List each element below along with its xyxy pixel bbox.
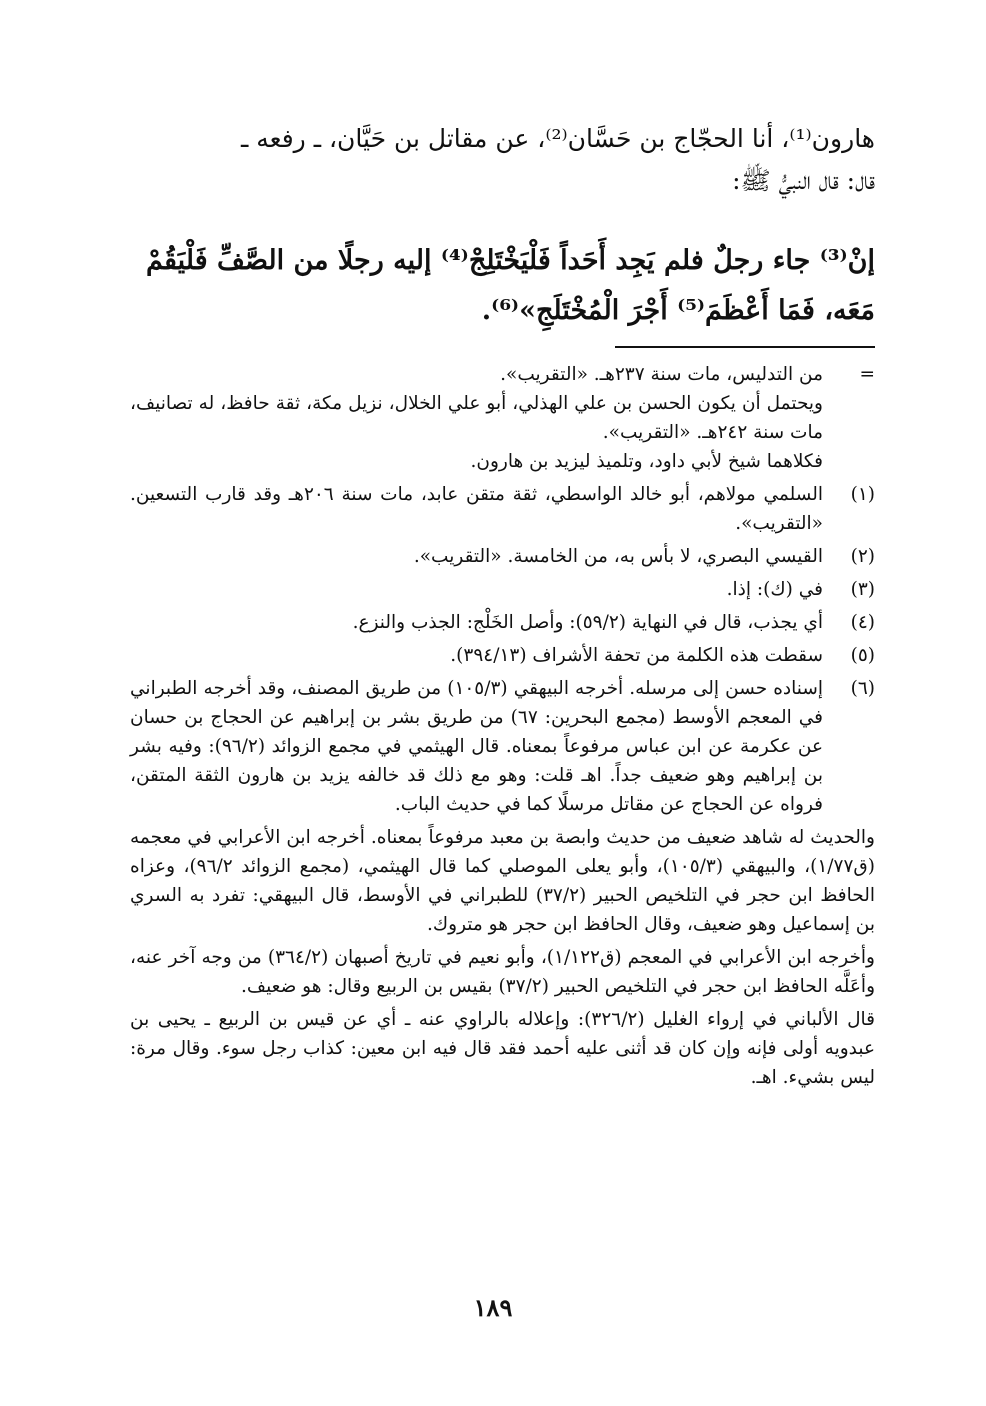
continuation-para-3: فكلاهما شيخ لأبي داود، وتلميذ ليزيد بن هارون. bbox=[470, 451, 823, 472]
footnote-separator bbox=[615, 346, 875, 348]
footnote-2 bbox=[130, 542, 875, 571]
continuation-para-2: ويحتمل أن يكون الحسن بن علي الهذلي، أبو علي الخلال، نزيل مكة، ثقة حافظ، له تصانيف، مات سنة ٢٤٢هـ. «التقريب». bbox=[130, 393, 823, 443]
hadith-line-2: مَعَه، فَمَا أَعْظَمَ⁽⁵⁾ أَجْرَ الْمُخْتَلَجِ»⁽⁶⁾. bbox=[481, 295, 875, 326]
footnote-continuation bbox=[130, 360, 875, 476]
footnote-number: (٣) bbox=[850, 579, 875, 600]
footnote-paragraph-witness: والحديث له شاهد ضعيف من حديث وابصة بن معبد مرفوعاً بمعناه. أخرجه ابن الأعرابي في معجمه (ق١/٧٧)، والبيهقي (١٠٥/٣)، وأبو يعلى الموصلي كما قال الهيثمي، (مجمع الزوائد ٩٦/٢)، وعزاه الحافظ ابن حجر في التلخيص الحبير (٣٧/٢) للطبراني في الأوسط، قال البيهقي: تفرد به السري بن إسماعيل وهو ضعيف، وقال الحافظ ابن حجر هو متروك. bbox=[130, 827, 875, 935]
page-number: ١٨٩ bbox=[473, 1293, 513, 1322]
footnote-5 bbox=[130, 641, 875, 670]
isnad-line-1: هارون⁽¹⁾، أنا الحجّاج بن حَسَّان⁽²⁾، عن مقاتل بن حَيَّان، ـ رفعه ـ bbox=[241, 124, 875, 153]
footnote-6 bbox=[130, 674, 875, 819]
hadith-text bbox=[130, 236, 875, 336]
footnote-text: السلمي مولاهم، أبو خالد الواسطي، ثقة متقن عابد، مات سنة ٢٠٦هـ وقد قارب التسعين. «التقريب». bbox=[130, 484, 823, 534]
footnote-text: القيسي البصري، لا بأس به، من الخامسة. «التقريب». bbox=[413, 546, 823, 567]
hadith-line-1: إنْ⁽³⁾ جاء رجلٌ فلم يَجِد أَحَداً فَلْيَخْتَلِجْ⁽⁴⁾ إليه رجلًا من الصَّفِّ فَلْيَقُمْ bbox=[145, 245, 875, 276]
footnote-number: (٥) bbox=[850, 645, 875, 666]
continuation-marker: = bbox=[859, 364, 875, 385]
isnad-text bbox=[130, 118, 875, 202]
footnote-text: في (ك): إذا. bbox=[726, 579, 823, 600]
footnote-number: (٤) bbox=[850, 612, 875, 633]
footnotes bbox=[130, 360, 875, 1096]
footnote-paragraph-albani: قال الألباني في إرواء الغليل (٣٢٦/٢): وإعلاله بالراوي عنه ـ أي عن قيس بن الربيع ـ يحيى بن عبدويه أولى فإنه وإن كان قد أثنى عليه أحمد فقد قال فيه ابن معين: كذاب رجل سوء. وقال مرة: ليس بشيء. اهـ. bbox=[130, 1009, 875, 1088]
footnote-text: إسناده حسن إلى مرسله. أخرجه البيهقي (١٠٥/٣) من طريق المصنف، وقد أخرجه الطبراني في المعجم الأوسط (مجمع البحرين: ٦٧) من طريق بشر بن إبراهيم عن الحجاج بن حسان عن عكرمة عن ابن عباس مرفوعاً بمعناه. قال الهيثمي في مجمع الزوائد (٩٦/٢): وفيه بشر بن إبراهيم وهو ضعيف جداً. اهـ قلت: وهو مع ذلك قد خالفه يزيد بن هارون الثقة المتقن، فرواه عن الحجاج عن مقاتل مرسلًا كما في حديث الباب. bbox=[130, 678, 823, 815]
footnote-4 bbox=[130, 608, 875, 637]
footnote-number: (٢) bbox=[850, 546, 875, 567]
continuation-text: من التدليس، مات سنة ٢٣٧هـ. «التقريب». bbox=[500, 364, 823, 385]
footnote-text: أي يجذب، قال في النهاية (٥٩/٢): وأصل الخَلْج: الجذب والنزع. bbox=[352, 612, 823, 633]
footnote-text: سقطت هذه الكلمة من تحفة الأشراف (٣٩٤/١٣). bbox=[450, 645, 823, 666]
footnote-number: (١) bbox=[850, 484, 875, 505]
footnote-1 bbox=[130, 480, 875, 538]
isnad-line-2: قال: قال النبيُّ ﷺ: bbox=[732, 166, 875, 195]
footnote-paragraph-ibn-arabi: وأخرجه ابن الأعرابي في المعجم (ق١/١٢٢)، وأبو نعيم في تاريخ أصبهان (٣٦٤/٢) من وجه آخر عنه، وأعَلَّه الحافظ ابن حجر في التلخيص الحبير (٣٧/٢) بقيس بن الربيع وقال: هو ضعيف. bbox=[130, 947, 875, 997]
footnote-3 bbox=[130, 575, 875, 604]
footnote-number: (٦) bbox=[850, 678, 875, 699]
